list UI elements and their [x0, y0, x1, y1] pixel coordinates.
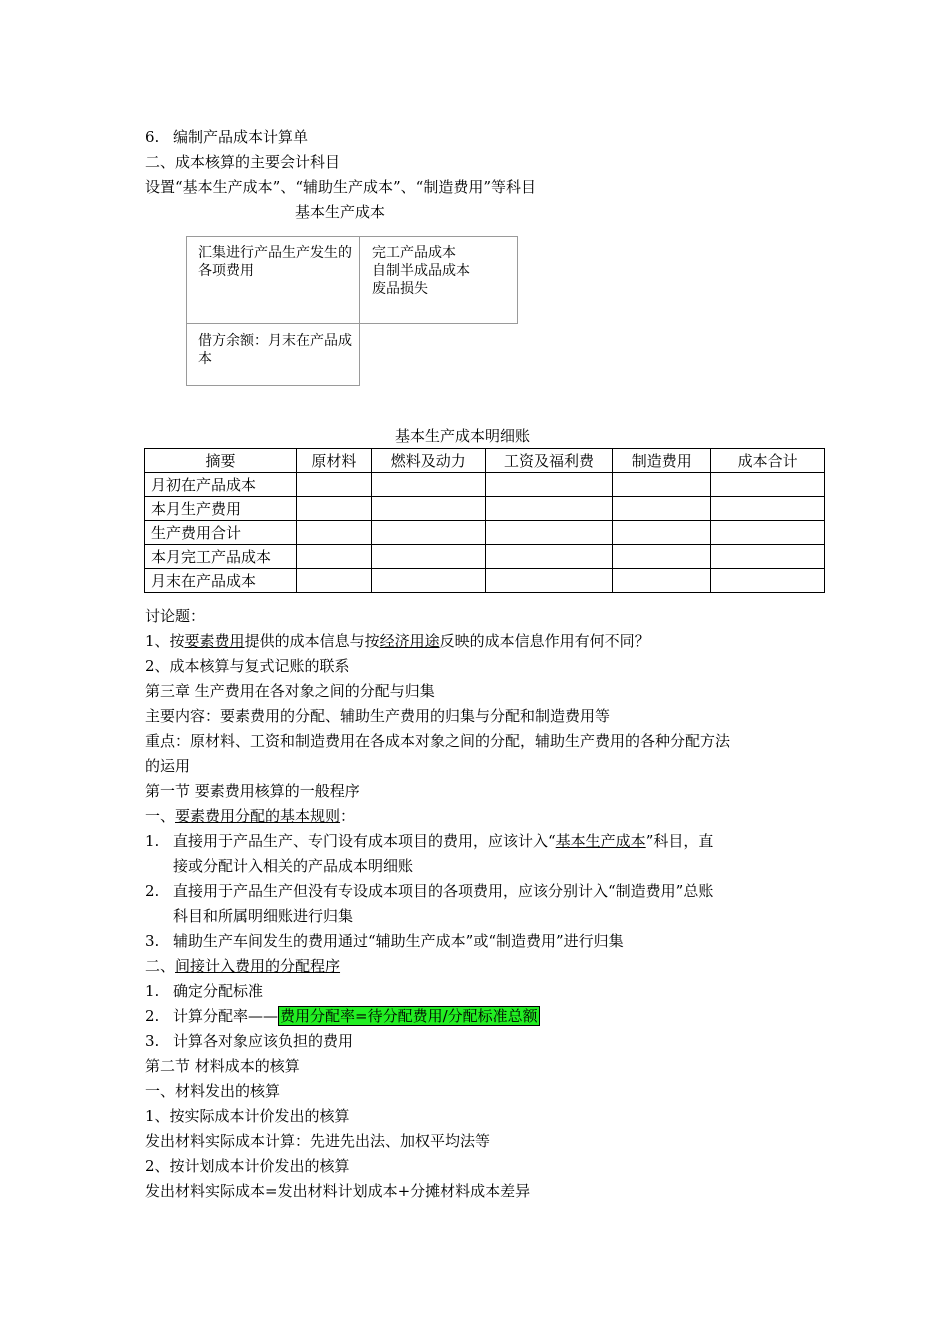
list-text: 编制产品成本计算单 — [173, 128, 309, 146]
text-run: 直接用于产品生产、专门设有成本项目的费用，应该计入“ — [173, 832, 556, 850]
table-row — [145, 521, 825, 545]
list-number: 2. — [145, 882, 160, 900]
paragraph: 主要内容：要素费用的分配、辅助生产费用的归集与分配和制造费用等 — [145, 707, 611, 725]
text-run: 二、 — [145, 957, 176, 975]
section-title: 第二节 材料成本的核算 — [145, 1057, 300, 1075]
paragraph: 1、按实际成本计价发出的核算 — [145, 1107, 350, 1125]
t-account-title: 基本生产成本 — [295, 203, 386, 221]
row-label: 本月完工产品成本 — [145, 545, 297, 569]
discussion-question-1 — [145, 629, 650, 654]
paragraph: 重点：原材料、工资和制造费用在各成本对象之间的分配，辅助生产费用的各种分配方法 — [145, 732, 731, 750]
discussion-question-2: 2、成本核算与复式记账的联系 — [145, 657, 350, 675]
list-item — [145, 829, 713, 854]
list-item — [145, 1029, 353, 1054]
list-number: 1. — [145, 982, 160, 1000]
text-run: 计算各对象应该负担的费用 — [173, 1032, 354, 1050]
discussion-title: 讨论题： — [145, 607, 206, 625]
list-number: 2. — [145, 1007, 160, 1025]
subheading — [145, 954, 340, 979]
table-cell — [296, 521, 371, 545]
subheading: 一、材料发出的核算 — [145, 1082, 281, 1100]
highlighted-formula: 费用分配率=待分配费用/分配标准总额 — [280, 1007, 538, 1025]
section-heading: 二、成本核算的主要会计科目 — [145, 153, 341, 171]
text-run: 辅助生产车间发生的费用通过“辅助生产成本”或“制造费用”进行归集 — [173, 932, 624, 950]
text-run: ”科目，直 — [645, 832, 714, 850]
table-cell — [371, 473, 485, 497]
t-account-balance-text: 借方余额：月末在产品成本 — [198, 333, 352, 367]
paragraph: 发出材料实际成本计算：先进先出法、加权平均法等 — [145, 1132, 491, 1150]
underlined-term: 间接计入费用的分配程序 — [175, 957, 341, 975]
underlined-term: 要素费用 — [184, 632, 245, 650]
chapter-title: 第三章 生产费用在各对象之间的分配与归集 — [145, 682, 435, 700]
list-item — [145, 979, 263, 1004]
list-item-6 — [145, 125, 308, 150]
column-header: 制造费用 — [613, 449, 711, 473]
underlined-term: 基本生产成本 — [555, 832, 646, 850]
text-run: 一、 — [145, 807, 176, 825]
text-run: 计算分配率—— — [173, 1007, 279, 1025]
list-number: 6. — [145, 128, 160, 146]
section-title: 第一节 要素费用核算的一般程序 — [145, 782, 360, 800]
list-item — [145, 1004, 540, 1029]
row-label: 生产费用合计 — [145, 521, 297, 545]
paragraph: 2、按计划成本计价发出的核算 — [145, 1157, 350, 1175]
ledger-table — [144, 448, 825, 593]
paragraph: 设置“基本生产成本”、“辅助生产成本”、“制造费用”等科目 — [145, 178, 537, 196]
underlined-term: 要素费用分配的基本规则 — [175, 807, 341, 825]
table-cell — [371, 497, 485, 521]
table-cell — [613, 569, 711, 593]
table-cell — [613, 521, 711, 545]
list-number: 1. — [145, 832, 160, 850]
list-number: 3. — [145, 932, 160, 950]
paragraph: 发出材料实际成本=发出材料计划成本+分摊材料成本差异 — [145, 1182, 531, 1200]
t-account-debit-text: 汇集进行产品生产发生的各项费用 — [198, 245, 352, 279]
text-run: ： — [340, 807, 356, 825]
text-run: 反映的成本信息作用有何不同？ — [439, 632, 650, 650]
table-cell — [711, 497, 825, 521]
ledger-title: 基本生产成本明细账 — [395, 427, 531, 445]
table-cell — [485, 569, 613, 593]
text-run: 确定分配标准 — [173, 982, 264, 1000]
t-account-credit-line: 废品损失 — [372, 281, 428, 297]
table-cell — [613, 473, 711, 497]
table-header-row — [145, 449, 825, 473]
table-row — [145, 473, 825, 497]
table-cell — [296, 545, 371, 569]
paragraph: 的运用 — [145, 757, 191, 775]
text-run: 1、按 — [145, 632, 185, 650]
table-cell — [485, 545, 613, 569]
column-header: 成本合计 — [711, 449, 825, 473]
table-cell — [371, 521, 485, 545]
table-cell — [711, 545, 825, 569]
text-run: 提供的成本信息与按 — [244, 632, 380, 650]
t-account-credit-line: 完工产品成本 — [372, 245, 456, 261]
table-cell — [711, 569, 825, 593]
t-account-credit-line: 自制半成品成本 — [372, 263, 470, 279]
table-cell — [485, 473, 613, 497]
column-header: 摘要 — [145, 449, 297, 473]
column-header: 工资及福利费 — [485, 449, 613, 473]
list-item — [145, 879, 713, 904]
table-cell — [711, 473, 825, 497]
list-item — [145, 929, 624, 954]
list-number: 3. — [145, 1032, 160, 1050]
row-label: 月初在产品成本 — [145, 473, 297, 497]
underlined-term: 经济用途 — [379, 632, 440, 650]
table-cell — [296, 473, 371, 497]
table-cell — [485, 521, 613, 545]
table-cell — [613, 545, 711, 569]
table-cell — [711, 521, 825, 545]
table-row — [145, 569, 825, 593]
table-row — [145, 497, 825, 521]
list-item-continuation: 接或分配计入相关的产品成本明细账 — [173, 857, 414, 875]
table-cell — [371, 545, 485, 569]
row-label: 本月生产费用 — [145, 497, 297, 521]
list-item-continuation: 科目和所属明细账进行归集 — [173, 907, 354, 925]
table-row — [145, 545, 825, 569]
column-header: 原材料 — [296, 449, 371, 473]
table-cell — [296, 569, 371, 593]
column-header: 燃料及动力 — [371, 449, 485, 473]
table-cell — [485, 497, 613, 521]
table-cell — [371, 569, 485, 593]
table-cell — [613, 497, 711, 521]
subheading — [145, 804, 355, 829]
table-cell — [296, 497, 371, 521]
text-run: 直接用于产品生产但没有专设成本项目的各项费用，应该分别计入“制造费用”总账 — [173, 882, 714, 900]
row-label: 月末在产品成本 — [145, 569, 297, 593]
